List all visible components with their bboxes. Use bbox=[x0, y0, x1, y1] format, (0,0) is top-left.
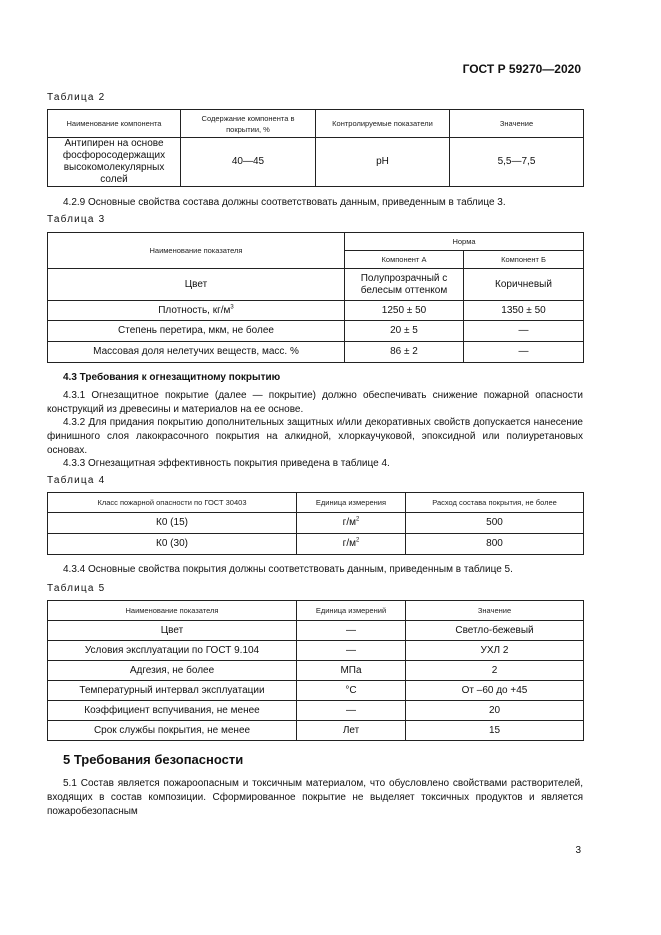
table-row bbox=[48, 342, 584, 363]
table-3-caption: Таблица 3 bbox=[47, 214, 106, 225]
superscript: 3 bbox=[230, 304, 234, 311]
table-3-header-name: Наименование показателя bbox=[48, 233, 345, 269]
table-2 bbox=[47, 109, 584, 187]
table-cell: УХЛ 2 bbox=[406, 641, 584, 661]
table-cell: °С bbox=[297, 681, 406, 701]
table-5-caption: Таблица 5 bbox=[47, 583, 106, 594]
table-4-header: Расход состава покрытия, не более bbox=[406, 493, 584, 513]
table-5-header: Единица измерений bbox=[297, 601, 406, 621]
table-row bbox=[48, 641, 584, 661]
table-4-caption: Таблица 4 bbox=[47, 475, 106, 486]
table-cell: pH bbox=[316, 138, 450, 187]
table-cell: — bbox=[464, 321, 584, 342]
table-row bbox=[48, 661, 584, 681]
table-row bbox=[48, 301, 584, 321]
table-cell: МПа bbox=[297, 661, 406, 681]
table-4-header: Класс пожарной опасности по ГОСТ 30403 bbox=[48, 493, 297, 513]
paragraph-5-1: 5.1 Состав является пожароопасным и токсичным материалом, что обусловлено свойствами растворителей, входящих в состав композиции. Сформированное покрытие не выделяет токсичных продуктов и является пожаробезопасным bbox=[47, 778, 583, 817]
page-number: 3 bbox=[575, 845, 581, 856]
table-row bbox=[48, 321, 584, 342]
table-3-header-component-b: Компонент Б bbox=[464, 251, 584, 269]
unit-label: г/м bbox=[342, 517, 356, 528]
table-cell: — bbox=[297, 701, 406, 721]
density-label: Плотность, кг/м bbox=[158, 304, 231, 316]
table-cell: Адгезия, не более bbox=[48, 661, 297, 681]
table-4-header: Единица измерения bbox=[297, 493, 406, 513]
table-cell: Срок службы покрытия, не менее bbox=[48, 721, 297, 741]
table-cell bbox=[297, 513, 406, 534]
table-row bbox=[48, 138, 584, 187]
table-cell: Полупрозрачный с белесым оттенком bbox=[345, 269, 464, 301]
table-cell: 1250 ± 50 bbox=[345, 301, 464, 321]
table-cell: — bbox=[297, 621, 406, 641]
table-2-header: Наименование компонента bbox=[48, 110, 181, 138]
table-cell: 86 ± 2 bbox=[345, 342, 464, 363]
table-3-header-component-a: Компонент А bbox=[345, 251, 464, 269]
table-cell: Цвет bbox=[48, 269, 345, 301]
table-cell: Коричневый bbox=[464, 269, 584, 301]
table-row bbox=[48, 534, 584, 555]
table-cell: Коэффициент вспучивания, не менее bbox=[48, 701, 297, 721]
paragraph-4-3-2: 4.3.2 Для придания покрытию дополнительных защитных и/или декоративных свойств допускается нанесение финишного слоя лакокрасочного покрытия на алкидной, хлоркаучуковой, эпоксидной или полиуретановых основах. bbox=[47, 417, 583, 456]
table-cell: — bbox=[464, 342, 584, 363]
table-2-header: Содержание компонента в покрытии, % bbox=[181, 110, 316, 138]
table-4 bbox=[47, 492, 584, 555]
table-cell: 1350 ± 50 bbox=[464, 301, 584, 321]
table-row bbox=[48, 701, 584, 721]
section-4-3-heading: 4.3 Требования к огнезащитному покрытию bbox=[63, 372, 281, 383]
paragraph-4-3-1: 4.3.1 Огнезащитное покрытие (далее — покрытие) должно обеспечивать снижение пожарной опасности конструкций из древесины и материалов на ее основе. bbox=[47, 390, 583, 415]
table-cell: 15 bbox=[406, 721, 584, 741]
table-row bbox=[48, 721, 584, 741]
table-5-header: Наименование показателя bbox=[48, 601, 297, 621]
table-cell: 20 ± 5 bbox=[345, 321, 464, 342]
table-cell: — bbox=[297, 641, 406, 661]
table-cell: 20 bbox=[406, 701, 584, 721]
unit-label: г/м bbox=[342, 538, 356, 549]
table-cell bbox=[48, 301, 345, 321]
table-cell: 2 bbox=[406, 661, 584, 681]
standard-number: ГОСТ Р 59270—2020 bbox=[462, 62, 581, 76]
superscript: 2 bbox=[355, 537, 360, 544]
table-2-header: Контролируемые показатели bbox=[316, 110, 450, 138]
table-cell: 500 bbox=[406, 513, 584, 534]
table-cell: Светло-бежевый bbox=[406, 621, 584, 641]
section-5-heading: 5 Требования безопасности bbox=[63, 752, 244, 767]
table-cell: К0 (30) bbox=[48, 534, 297, 555]
table-cell: К0 (15) bbox=[48, 513, 297, 534]
table-cell: 40—45 bbox=[181, 138, 316, 187]
table-cell bbox=[297, 534, 406, 555]
table-3 bbox=[47, 232, 584, 363]
table-row bbox=[48, 681, 584, 701]
table-cell: Температурный интервал эксплуатации bbox=[48, 681, 297, 701]
table-row bbox=[48, 513, 584, 534]
table-2-header: Значение bbox=[450, 110, 584, 138]
paragraph-4-3-3: 4.3.3 Огнезащитная эффективность покрытия приведена в таблице 4. bbox=[63, 458, 390, 469]
table-cell: Лет bbox=[297, 721, 406, 741]
table-cell: От –60 до +45 bbox=[406, 681, 584, 701]
table-cell: Цвет bbox=[48, 621, 297, 641]
table-row bbox=[48, 269, 584, 301]
table-2-caption: Таблица 2 bbox=[47, 92, 106, 103]
paragraph-4-3-4: 4.3.4 Основные свойства покрытия должны соответствовать данным, приведенным в таблице 5. bbox=[63, 564, 513, 575]
table-cell: Массовая доля нелетучих веществ, масс. % bbox=[48, 342, 345, 363]
table-cell: 800 bbox=[406, 534, 584, 555]
table-5 bbox=[47, 600, 584, 741]
superscript: 2 bbox=[355, 516, 360, 523]
table-cell: Антипирен на основе фосфоросодержащих высокомолекулярных солей bbox=[48, 138, 181, 187]
table-cell: Условия эксплуатации по ГОСТ 9.104 bbox=[48, 641, 297, 661]
table-cell: Степень перетира, мкм, не более bbox=[48, 321, 345, 342]
table-5-header: Значение bbox=[406, 601, 584, 621]
paragraph-4-2-9: 4.2.9 Основные свойства состава должны соответствовать данным, приведенным в таблице 3. bbox=[63, 197, 506, 208]
table-row bbox=[48, 621, 584, 641]
table-3-header-norm: Норма bbox=[345, 233, 584, 251]
table-cell: 5,5—7,5 bbox=[450, 138, 584, 187]
